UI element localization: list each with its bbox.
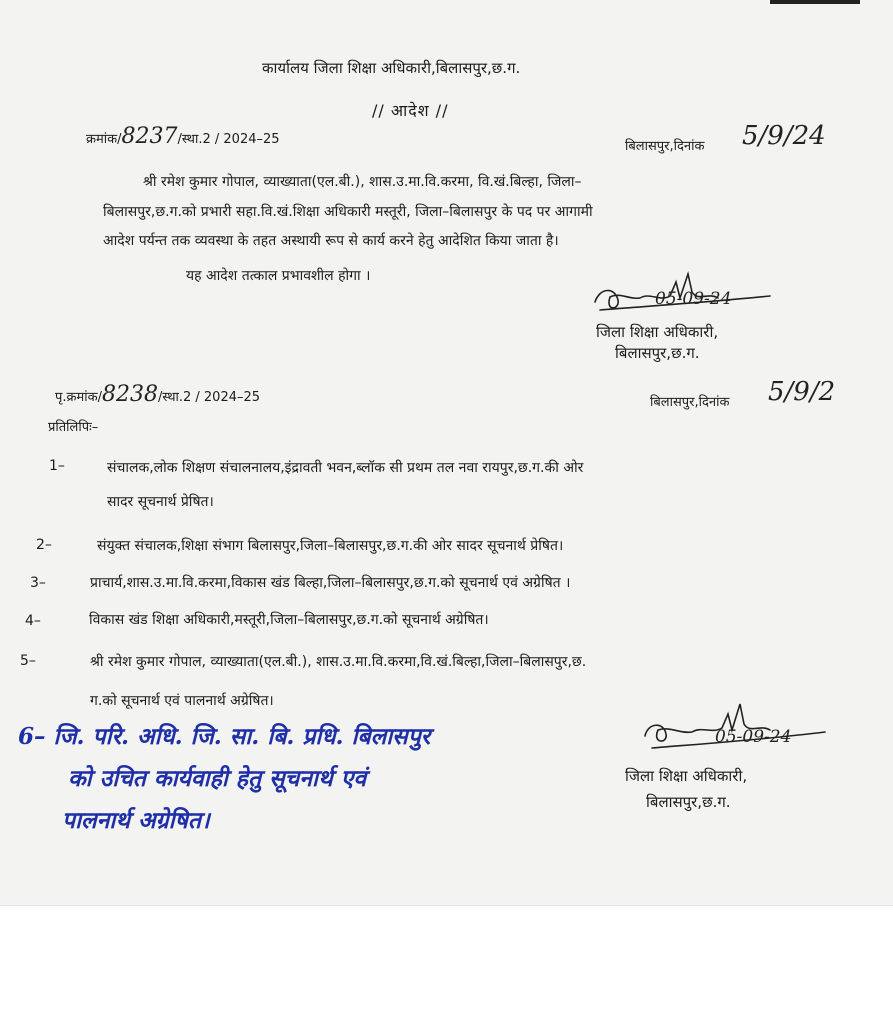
copy-item-3-num: 3– [30,575,46,591]
copy-ref-prefix: पृ.क्रमांक/ [55,390,103,405]
signature-1-date: 05-09-24 [655,289,732,309]
order-ref [86,124,280,150]
order-ref-suffix: /स्था.2 / 2024–25 [177,132,280,147]
copy-ref-suffix: /स्था.2 / 2024–25 [158,390,261,405]
office-title: कार्यालय जिला शिक्षा अधिकारी,बिलासपुर,छ.ग. [262,59,521,77]
signature-2-date: 05-09-24 [715,727,792,747]
signature-2-place: बिलासपुर,छ.ग. [646,793,731,811]
copy-item-1-line-1: संचालक,लोक शिक्षण संचालनालय,इंद्रावती भवन,ब्लॉक सी प्रथम तल नवा रायपुर,छ.ग.की ओर [107,460,584,476]
copy-item-2-line-1: संयुक्त संचालक,शिक्षा संभाग बिलासपुर,जिला–बिलासपुर,छ.ग.की ओर सादर सूचनार्थ प्रेषित। [97,538,564,554]
scan-edge-mark [770,0,860,4]
order-ref-prefix: क्रमांक/ [86,132,122,147]
copy-ref-number: 8238 [102,382,159,407]
copy-item-1-num: 1– [49,458,65,474]
copy-date-label: बिलासपुर,दिनांक [650,395,730,410]
copy-item-4-num: 4– [25,613,41,629]
handwritten-note-line-1: 6– जि. परि. अधि. जि. सा. बि. प्रधि. बिलासपुर [18,723,431,750]
signature-1-designation: जिला शिक्षा अधिकारी, [596,323,719,341]
order-ref-number: 8237 [121,124,178,149]
copy-item-4-line-1: विकास खंड शिक्षा अधिकारी,मस्तूरी,जिला–बिलासपुर,छ.ग.को सूचनार्थ अग्रेषित। [89,612,489,628]
signature-1-place: बिलासपुर,छ.ग. [615,344,700,362]
copy-item-5-num: 5– [20,653,36,669]
copy-item-5-line-1: श्री रमेश कुमार गोपाल, व्याख्याता(एल.बी.), शास.उ.मा.वि.करमा,वि.खं.बिल्हा,जिला–बिलासपुर,छ. [90,654,587,670]
body-line-1: श्री रमेश कुमार गोपाल, व्याख्याता(एल.बी.), शास.उ.मा.वि.करमा, वि.खं.बिल्हा, जिला– [143,174,582,190]
copy-item-3-line-1: प्राचार्य,शास.उ.मा.वि.करमा,विकास खंड बिल्हा,जिला–बिलासपुर,छ.ग.को सूचनार्थ एवं अग्रेषित । [90,575,571,591]
copy-date-handwritten: 5/9/2 [768,377,836,407]
copy-item-1-line-2: सादर सूचनार्थ प्रेषित। [107,494,214,510]
order-date-handwritten: 5/9/24 [742,121,826,151]
copy-item-5-line-2: ग.को सूचनार्थ एवं पालनार्थ अग्रेषित। [90,693,274,709]
order-heading: // आदेश // [372,101,449,120]
effective-line: यह आदेश तत्काल प्रभावशील होगा । [186,268,371,284]
copy-ref [55,382,261,408]
handwritten-note-line-3: पालनार्थ अग्रेषित। [62,807,210,834]
signature-2-designation: जिला शिक्षा अधिकारी, [625,767,748,785]
body-line-2: बिलासपुर,छ.ग.को प्रभारी सहा.वि.खं.शिक्षा अधिकारी मस्तूरी, जिला–बिलासपुर के पद पर आगामी [103,204,593,220]
handwritten-note-line-2: को उचित कार्यवाही हेतु सूचनार्थ एवं [68,765,367,792]
body-line-3: आदेश पर्यन्त तक व्यवस्था के तहत अस्थायी रूप से कार्य करने हेतु आदेशित किया जाता है। [103,233,559,249]
order-date-label: बिलासपुर,दिनांक [625,139,705,154]
copy-item-2-num: 2– [36,537,52,553]
copy-label: प्रतिलिपिः– [48,420,99,435]
